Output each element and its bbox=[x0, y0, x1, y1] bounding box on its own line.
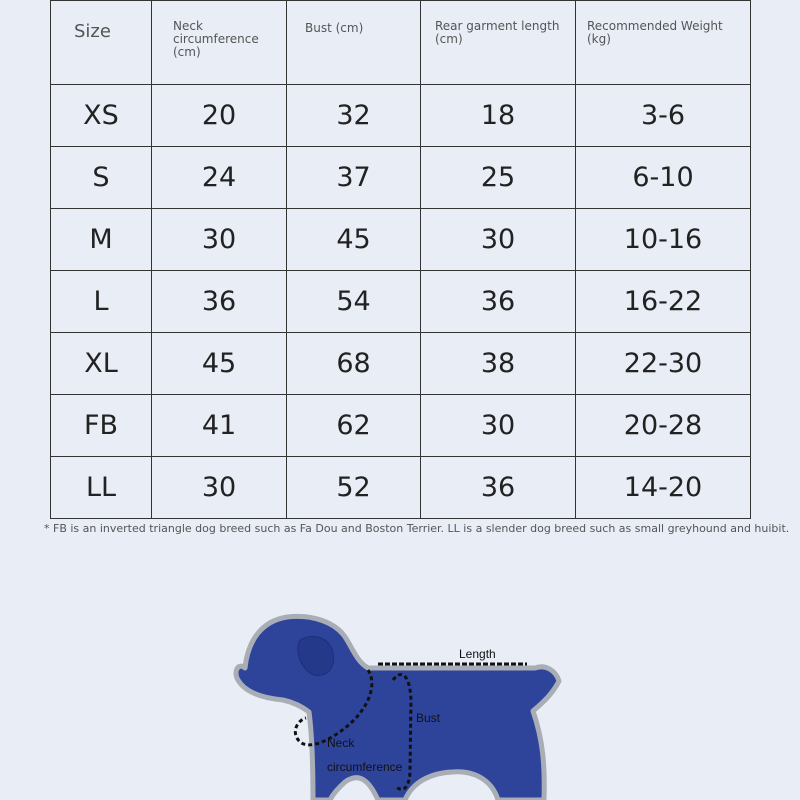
size-chart-table bbox=[50, 0, 751, 519]
cell-weight: 22-30 bbox=[576, 333, 751, 395]
header-weight: Recommended Weight (kg) bbox=[576, 1, 751, 85]
cell-bust: 62 bbox=[287, 395, 421, 457]
cell-size: XS bbox=[51, 85, 152, 147]
cell-bust: 54 bbox=[287, 271, 421, 333]
cell-size: XL bbox=[51, 333, 152, 395]
table-row bbox=[51, 85, 751, 147]
cell-bust: 68 bbox=[287, 333, 421, 395]
cell-size: M bbox=[51, 209, 152, 271]
cell-weight: 6-10 bbox=[576, 147, 751, 209]
cell-neck: 36 bbox=[152, 271, 287, 333]
table-row bbox=[51, 395, 751, 457]
cell-size: L bbox=[51, 271, 152, 333]
footnote: * FB is an inverted triangle dog breed such as Fa Dou and Boston Terrier. LL is a slender dog breed such as small greyhound and huibit. bbox=[44, 522, 790, 535]
dog-measurement-diagram bbox=[0, 600, 800, 800]
cell-length: 30 bbox=[421, 395, 576, 457]
cell-bust: 45 bbox=[287, 209, 421, 271]
cell-neck: 24 bbox=[152, 147, 287, 209]
table-header-row bbox=[51, 1, 751, 85]
length-label: Length bbox=[459, 647, 496, 661]
cell-length: 38 bbox=[421, 333, 576, 395]
circumference-label: circumference bbox=[327, 760, 403, 774]
cell-neck: 30 bbox=[152, 209, 287, 271]
cell-bust: 37 bbox=[287, 147, 421, 209]
cell-weight: 3-6 bbox=[576, 85, 751, 147]
cell-bust: 32 bbox=[287, 85, 421, 147]
cell-size: LL bbox=[51, 457, 152, 519]
table-row bbox=[51, 333, 751, 395]
table-row bbox=[51, 457, 751, 519]
cell-length: 36 bbox=[421, 271, 576, 333]
cell-weight: 16-22 bbox=[576, 271, 751, 333]
header-bust: Bust (cm) bbox=[287, 1, 421, 85]
cell-size: FB bbox=[51, 395, 152, 457]
cell-weight: 20-28 bbox=[576, 395, 751, 457]
cell-weight: 14-20 bbox=[576, 457, 751, 519]
cell-length: 18 bbox=[421, 85, 576, 147]
header-neck: Neck circumference (cm) bbox=[152, 1, 287, 85]
cell-neck: 20 bbox=[152, 85, 287, 147]
cell-length: 36 bbox=[421, 457, 576, 519]
cell-length: 30 bbox=[421, 209, 576, 271]
table-row bbox=[51, 147, 751, 209]
cell-weight: 10-16 bbox=[576, 209, 751, 271]
cell-bust: 52 bbox=[287, 457, 421, 519]
cell-neck: 45 bbox=[152, 333, 287, 395]
cell-neck: 41 bbox=[152, 395, 287, 457]
neck-label: Neck bbox=[327, 736, 355, 750]
table-row bbox=[51, 271, 751, 333]
cell-length: 25 bbox=[421, 147, 576, 209]
cell-neck: 30 bbox=[152, 457, 287, 519]
bust-label: Bust bbox=[416, 711, 441, 725]
header-size: Size bbox=[51, 1, 152, 85]
table-row bbox=[51, 209, 751, 271]
cell-size: S bbox=[51, 147, 152, 209]
header-rear-length: Rear garment length (cm) bbox=[421, 1, 576, 85]
